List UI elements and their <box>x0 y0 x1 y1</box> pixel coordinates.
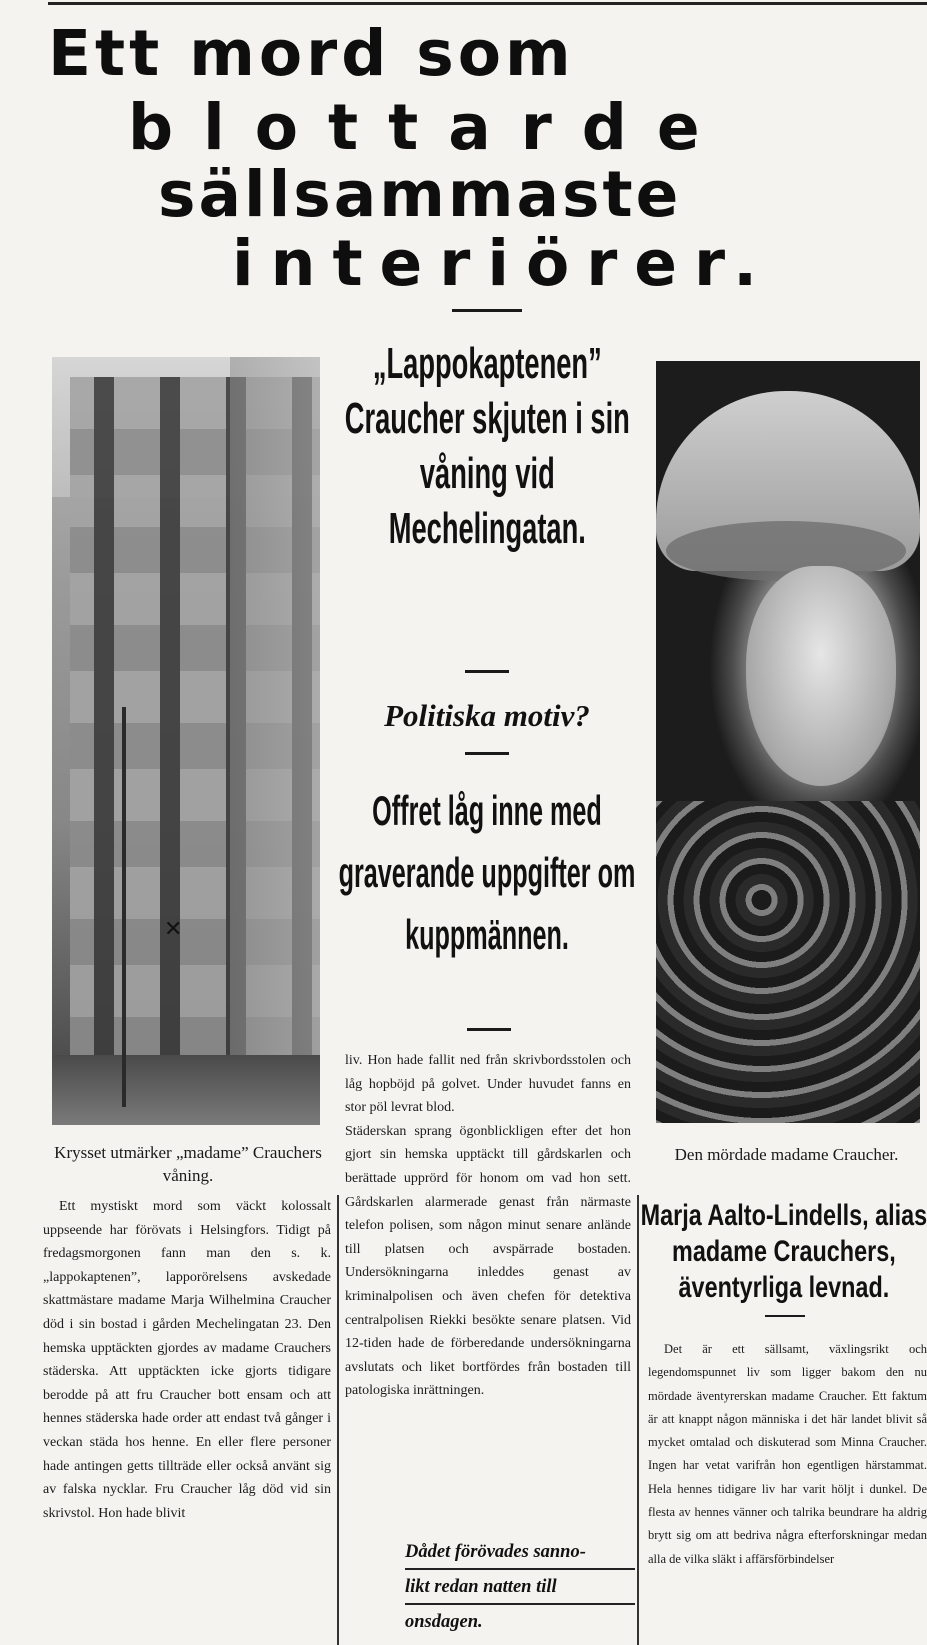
deck-motiv: Politiska motiv? <box>384 698 590 733</box>
portrait-caption: Den mördade madame Craucher. <box>674 1145 899 1164</box>
deck-main-text: „Lappokaptenen” Craucher skjuten i sin våning vid Mechelingatan. <box>344 339 630 553</box>
portrait-photo <box>656 361 920 1123</box>
subhead-box-line-3: onsdagen. <box>405 1612 483 1632</box>
deck-divider-1 <box>465 670 509 673</box>
sidebar-paragraph: Det är ett sällsamt, växlingsrikt och legendomspunnet liv som ligger bakom den nu mördade äventyrerskan madame Craucher. Ett faktum är att knappt någon människa i det här landet blivit så mycket omtalad och diskuterad som Minna Craucher. Ingen har vetat varifrån hon egentligen härstammat. Hela hennes tidigare liv har varit höljt i dunkel. De flesta av hennes vänner och talrika beundrare ha aldrig brytt sig om att bedriva några efterforskningar medan alla de vilka släkt i affärsförbindelser <box>648 1342 927 1566</box>
portrait-photo-face <box>746 566 896 786</box>
article-mid-paragraph-2: Städerskan sprang ögonblickligen efter det hon gjort sin hemska upptäckt till gårdskarlen och berättade upprörd för honom om vad hon sett. Gårdskarlen alarmerade genast från närmaste telefon polisen, som någon minut senare anlände till platsen och avspärrade bostaden. Undersökningarna inleddes genast av kriminalpolisen och även chefen för detektiva centralpolisen Riekki besökte senare platsen. Vid 12-tiden hade de förberedande undersökningarna avslutats och liket bortfördes från bostaden till patologiska inrättningen. <box>345 1123 631 1399</box>
building-photo-side <box>230 357 320 1125</box>
building-photo-pole <box>122 707 126 1107</box>
building-caption: Krysset utmärker „madame” Crauchers våning. <box>54 1143 322 1185</box>
deck-offret <box>338 780 636 966</box>
deck-divider-3 <box>467 1028 511 1031</box>
headline-divider <box>452 309 522 312</box>
headline-line-4: interiörer. <box>232 227 775 300</box>
column-divider-right <box>637 1195 639 1645</box>
article-mid-paragraph-1: liv. Hon hade fallit ned från skrivbordsstolen och låg hopböjd på golvet. Under huvudet fanns en stor pöl levrat blod. <box>345 1053 631 1116</box>
portrait-photo-scarf <box>656 801 920 1123</box>
article-column-left <box>43 1195 331 1525</box>
sidebar-column <box>648 1338 927 1571</box>
subhead-box <box>405 1537 635 1640</box>
headline-line-1: Ett mord som <box>48 17 575 90</box>
article-column-middle <box>345 1049 631 1403</box>
subhead-box-line-2: likt redan natten till <box>405 1572 635 1605</box>
deck-offret-text: Offret låg inne med graverande uppgifter om kuppmännen. <box>338 787 636 958</box>
building-photo-street <box>52 1055 320 1125</box>
top-rule <box>48 2 927 5</box>
sidebar-headline-text: Marja Aalto-Lindells, alias madame Crauchers, äventyrliga levnad. <box>640 1199 927 1304</box>
headline-line-3: sällsammaste <box>158 158 682 231</box>
subhead-box-line-1: Dådet förövades sanno- <box>405 1537 635 1570</box>
deck-main <box>344 336 630 556</box>
column-divider-left <box>337 1195 339 1645</box>
deck-divider-2 <box>465 752 509 755</box>
sidebar-divider <box>765 1315 805 1317</box>
cross-mark-icon: ✕ <box>164 917 183 942</box>
building-photo <box>52 357 320 1125</box>
portrait-photo-brim <box>666 521 906 581</box>
sidebar-headline <box>640 1198 927 1306</box>
headline-line-2: blottarde <box>128 91 730 164</box>
article-left-paragraph: Ett mystiskt mord som väckt kolossalt uppseende har förövats i Helsingfors. Tidigt på fredagsmorgonen fann man den s. k. „lappokaptenen”, lapporörelsens avskedade skattmästare madame Marja Wilhelmina Craucher död i sin bostad i gården Mechelingatan 23. Den hemska upptäckten gjordes av madame Crauchers städerska. Att upptäckten icke gjorts tidigare berodde på att fru Craucher bott ensam och att hennes städerska hade order att endast två gånger i veckan städa hos henne. En eller flere personer hade antingen getts tillträde eller också använt sig av falska nycklar. Fru Craucher låg död vid sin skrivstol. Hon hade blivit <box>43 1199 331 1521</box>
